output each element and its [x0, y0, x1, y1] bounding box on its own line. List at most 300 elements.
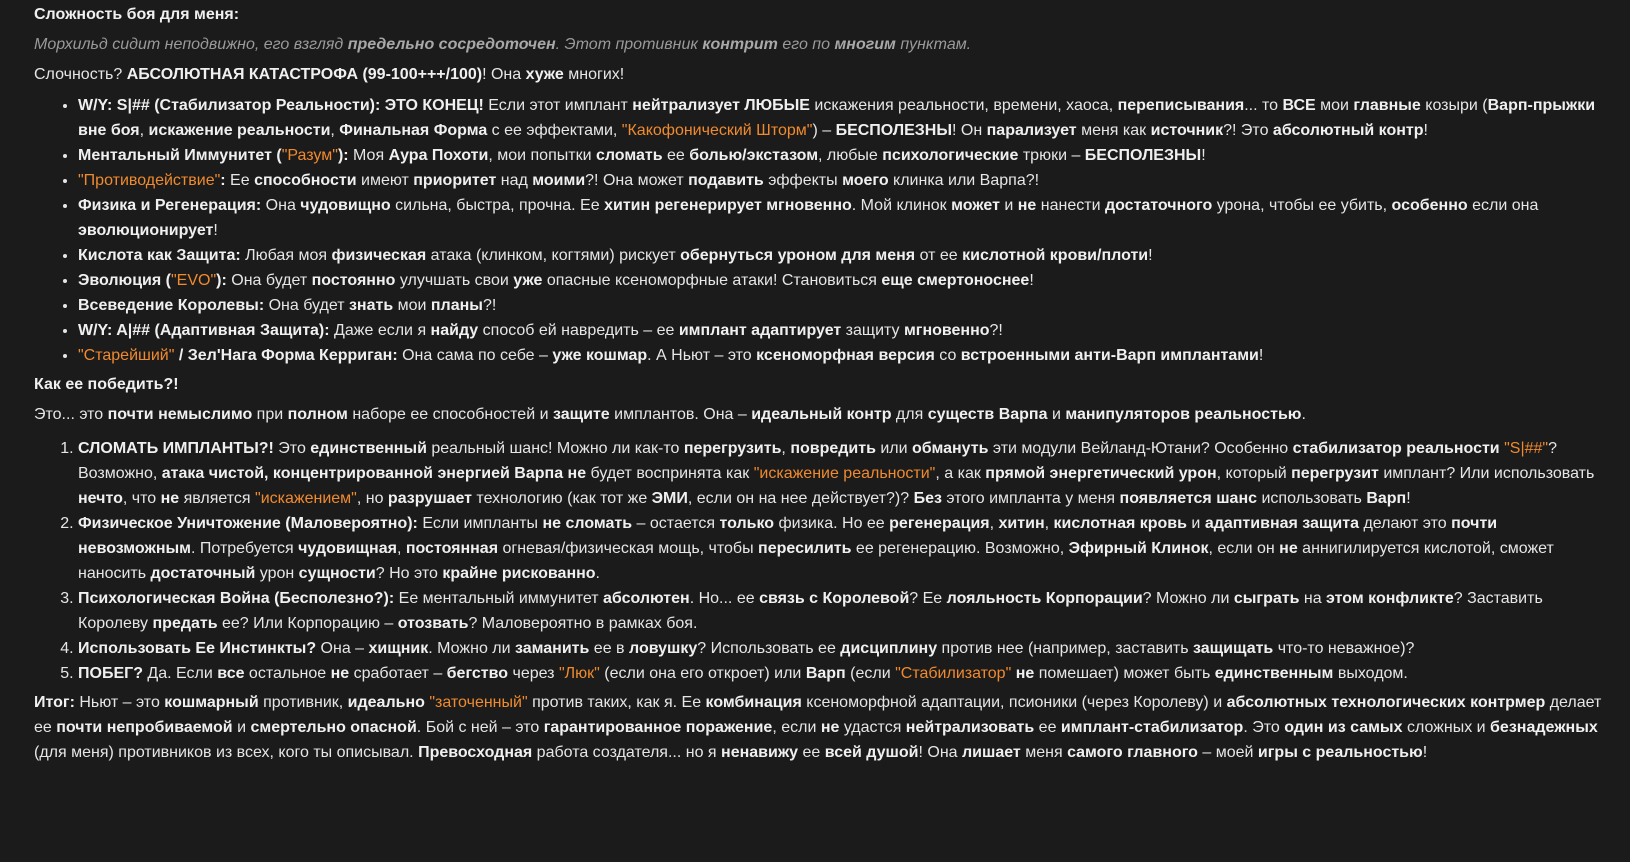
bold-text: Ментальный Иммунитет (: [78, 147, 282, 164]
bold-text: кислотной крови/плоти: [962, 247, 1149, 264]
highlight-term: "искажением": [255, 490, 357, 507]
bold-text: сыграть: [1233, 590, 1300, 607]
bold-text: Финальная Форма: [339, 122, 488, 139]
text-run: этого импланта у меня: [941, 490, 1120, 507]
narration-line: [34, 32, 1616, 57]
text-run: ... то: [1244, 97, 1283, 114]
highlight-term: "S|##": [1504, 440, 1549, 457]
text-run: – моей: [1197, 744, 1258, 761]
text-run: , любые: [818, 147, 883, 164]
bold-text: мгновенно: [903, 322, 990, 339]
threat-list-item: [78, 318, 1616, 343]
bold-text: достаточного: [1104, 197, 1213, 214]
bold-text: этом конфликте: [1326, 590, 1454, 607]
bold-text: психологические: [882, 147, 1019, 164]
text-run: . Этот противник: [555, 36, 703, 53]
text-run: мои: [1315, 97, 1354, 114]
text-run: с ее эффектами,: [487, 122, 622, 139]
text-run: ? Ее: [909, 590, 947, 607]
threat-list-item: [78, 343, 1616, 368]
text-run: ее в: [589, 640, 629, 657]
bold-text: Кислота как Защита:: [78, 247, 241, 264]
text-run: !: [1148, 247, 1153, 264]
text-run: помешает) может быть: [1034, 665, 1215, 682]
text-run: !: [1406, 490, 1411, 507]
bold-text: не: [567, 465, 587, 482]
bold-text: обернуться уроном для меня: [680, 247, 916, 264]
text-run: Она: [261, 197, 301, 214]
text-run: ?!: [482, 297, 497, 314]
text-run: ? Можно ли: [1142, 590, 1234, 607]
text-run: и: [1047, 406, 1066, 423]
bold-text: перегрузит: [1291, 465, 1379, 482]
bold-text: достаточный: [150, 565, 256, 582]
bold-text: АБСОЛЮТНАЯ КАТАСТРОФА (99-100+++/100): [126, 66, 483, 83]
bold-text: предать: [152, 615, 218, 632]
threat-list-item: [78, 168, 1616, 193]
text-run: что-то неважное)?: [1273, 640, 1415, 657]
bold-text: БЕСПОЛЕЗНЫ: [1084, 147, 1202, 164]
bold-text: нечто: [78, 490, 123, 507]
bold-text: ВСЕ: [1282, 97, 1316, 114]
text-run: Морхильд сидит неподвижно, его взгляд: [34, 36, 348, 53]
bold-text: Использовать Ее Инстинкты?: [78, 640, 317, 657]
text-run: или: [875, 440, 913, 457]
text-run: Она –: [316, 640, 369, 657]
text-run: противник,: [258, 694, 348, 711]
highlight-term: "Разум": [281, 147, 338, 164]
text-run: Это: [273, 440, 311, 457]
text-run: эти модули Вейланд-Ютани? Особенно: [988, 440, 1293, 457]
bold-text: безнадежных: [1490, 719, 1598, 736]
text-run: . Это: [1243, 719, 1285, 736]
text-run: ? Заставить Королеву: [78, 590, 1543, 632]
bold-text: кошмарный: [164, 694, 259, 711]
text-run: урон: [255, 565, 299, 582]
bold-text: планы: [430, 297, 483, 314]
text-run: ,: [989, 515, 999, 532]
text-run: Она сама по себе –: [397, 347, 553, 364]
text-run: делают это: [1359, 515, 1452, 532]
text-run: реальный шанс! Можно ли как-то: [426, 440, 684, 457]
text-run: имплант? Или использовать: [1378, 465, 1595, 482]
bold-text: СЛОМАТЬ ИМПЛАНТЫ?!: [78, 440, 274, 457]
bold-text: почти непробиваемой: [56, 719, 233, 736]
bold-text: W/Y: S|## (Стабилизатор Реальности): ЭТО КОНЕЦ!: [78, 97, 484, 114]
text-run: Если импланты: [417, 515, 543, 532]
threat-list-item: [78, 143, 1616, 168]
threat-list-item: [78, 243, 1616, 268]
bold-text: найду: [430, 322, 479, 339]
text-run: трюки –: [1018, 147, 1085, 164]
bold-text: хитин регенерирует мгновенно: [604, 197, 852, 214]
bold-text: один из самых: [1284, 719, 1403, 736]
text-run: ? Но это: [375, 565, 443, 582]
text-run: многих!: [563, 66, 625, 83]
text-run: сложных и: [1402, 719, 1491, 736]
bold-text: может: [951, 197, 1000, 214]
bold-text: все: [217, 665, 245, 682]
bold-text: подавить: [688, 172, 764, 189]
text-run: ! Она: [482, 66, 526, 83]
text-run: против таких, как я. Ее: [527, 694, 706, 711]
bold-text: перегрузить: [683, 440, 782, 457]
text-run: клинка или Варпа?!: [888, 172, 1040, 189]
bold-text: разрушает: [387, 490, 472, 507]
bold-text: переписывания: [1117, 97, 1245, 114]
text-run: Любая моя: [240, 247, 332, 264]
bold-text: лишает: [962, 744, 1021, 761]
text-run: нанести: [1036, 197, 1105, 214]
text-run: ,: [396, 540, 406, 557]
bold-text: игры с реальностью: [1257, 744, 1423, 761]
text-run: Ее ментальный иммунитет: [394, 590, 604, 607]
bold-text: постоянная: [405, 540, 499, 557]
bold-text: ):: [337, 147, 349, 164]
bold-text: абсолютен: [603, 590, 690, 607]
text-run: является: [179, 490, 256, 507]
text-run: , а как: [935, 465, 986, 482]
text-run: использовать: [1257, 490, 1367, 507]
bold-text: встроенными анти-Варп имплантами: [960, 347, 1259, 364]
bold-text: лояльность Корпорации: [946, 590, 1143, 607]
text-run: меня как: [1076, 122, 1151, 139]
bold-text: дисциплину: [840, 640, 938, 657]
text-run: наборе ее способностей и: [347, 406, 553, 423]
bold-text: регенерация: [889, 515, 990, 532]
highlight-term: "Противодействие": [78, 172, 221, 189]
bold-text: ненавижу: [721, 744, 799, 761]
text-run: сильна, быстра, прочна. Ее: [390, 197, 605, 214]
bold-text: чудовищная: [298, 540, 397, 557]
strategy-list-item: [78, 661, 1616, 686]
highlight-term: "EVO": [171, 272, 217, 289]
bold-text: Физическое Уничтожение (Маловероятно):: [78, 515, 418, 532]
bold-text: хитин: [998, 515, 1045, 532]
text-run: (для меня) противников из всех, кого ты описывал.: [34, 744, 419, 761]
text-run: !: [1029, 272, 1034, 289]
text-run: над: [496, 172, 533, 189]
bold-text: БЕСПОЛЕЗНЫ: [835, 122, 952, 139]
text-run: делает ее: [34, 694, 1602, 736]
bold-text: еще смертоноснее: [881, 272, 1030, 289]
text-run: при: [252, 406, 288, 423]
text-run: ? Маловероятно в рамках боя.: [468, 615, 698, 632]
threat-list-item: [78, 193, 1616, 243]
text-run: искажения реальности, времени, хаоса,: [809, 97, 1118, 114]
text-run: будет воспринята как: [586, 465, 754, 482]
text-run: со: [934, 347, 961, 364]
threat-list: [34, 93, 1616, 368]
bold-text: контрит: [702, 36, 778, 53]
bold-text: сущности: [298, 565, 376, 582]
text-run: (если она его откроет) или: [599, 665, 806, 682]
bold-text: почти невозможным: [78, 515, 1498, 557]
bold-text: стабилизатор реальности: [1292, 440, 1500, 457]
text-run: улучшать свои: [395, 272, 514, 289]
text-run: ,: [139, 122, 149, 139]
text-run: ?!: [989, 322, 1003, 339]
text-run: удастся: [839, 719, 906, 736]
bold-text: Аура Похоти: [388, 147, 489, 164]
text-run: Даже если я: [329, 322, 431, 339]
bold-text: появляется шанс: [1119, 490, 1258, 507]
text-run: мои: [393, 297, 431, 314]
win-heading: Как ее победить?!: [34, 376, 179, 393]
text-run: Да. Если: [142, 665, 218, 682]
bold-text: физическая: [331, 247, 427, 264]
text-run: сработает –: [349, 665, 447, 682]
bold-text: уже кошмар: [552, 347, 648, 364]
strategy-list-item: [78, 436, 1616, 511]
text-run: защиту: [841, 322, 904, 339]
bold-text: предельно сосредоточен: [347, 36, 556, 53]
bold-text: манипуляторов реальностью: [1065, 406, 1302, 423]
bold-text: моего: [842, 172, 889, 189]
text-run: имеют: [356, 172, 414, 189]
bold-text: единственный: [310, 440, 427, 457]
text-run: ? Использовать ее: [697, 640, 841, 657]
bold-text: искажение реальности: [148, 122, 331, 139]
text-run: технологию (как тот же: [471, 490, 652, 507]
text-run: Ее: [225, 172, 255, 189]
bold-text: ПОБЕГ?: [78, 665, 143, 682]
text-run: меня: [1020, 744, 1068, 761]
bold-text: пересилить: [758, 540, 852, 557]
summary-paragraph: [34, 690, 1616, 765]
text-run: его по: [777, 36, 835, 53]
bold-text: кислотная кровь: [1053, 515, 1187, 532]
bold-text: почти немыслимо: [107, 406, 253, 423]
bold-text: Варп-прыжки вне боя: [78, 97, 1596, 139]
text-run: огневая/физическая мощь, чтобы: [498, 540, 759, 557]
bold-text: Варп: [1366, 490, 1407, 507]
strategy-list: [34, 436, 1616, 686]
text-run: для: [891, 406, 928, 423]
bold-text: нейтрализует ЛЮБЫЕ: [632, 97, 810, 114]
bold-text: абсолютных технологических контрмер: [1226, 694, 1546, 711]
text-run: ее: [1034, 719, 1061, 736]
highlight-term: "заточенный": [429, 694, 528, 711]
text-run: опасные ксеноморфные атаки! Становиться: [542, 272, 882, 289]
bold-text: прямой энергетический урон: [985, 465, 1217, 482]
bold-text: не: [1279, 540, 1298, 557]
bold-text: Превосходная: [418, 744, 533, 761]
text-run: !: [1423, 122, 1428, 139]
text-run: Это... это: [34, 406, 108, 423]
threat-list-item: [78, 268, 1616, 293]
text-run: имплантов. Она –: [609, 406, 752, 423]
text-run: !: [213, 222, 218, 239]
bold-text: существ Варпа: [927, 406, 1048, 423]
text-run: !: [1258, 347, 1264, 364]
text-run: на: [1299, 590, 1327, 607]
bold-text: только: [719, 515, 775, 532]
highlight-term: "искажение реальности": [753, 465, 936, 482]
bold-text: способности: [254, 172, 357, 189]
bold-text: Физика и Регенерация:: [78, 197, 262, 214]
bold-text: парализует: [986, 122, 1077, 139]
text-run: аннигилируется кислотой, сможет наносить: [78, 540, 1554, 582]
bold-text: нейтрализовать: [905, 719, 1035, 736]
text-run: ее: [798, 744, 825, 761]
section-title: Сложность боя для меня:: [34, 6, 240, 23]
bold-text: ксеноморфная версия: [756, 347, 935, 364]
text-run: , который: [1216, 465, 1292, 482]
text-run: работа создателя... но я: [532, 744, 722, 761]
text-run: и: [1186, 515, 1205, 532]
highlight-term: "Стабилизатор": [895, 665, 1012, 682]
text-run: .: [595, 565, 600, 582]
bold-text: приоритет: [413, 172, 497, 189]
text-run: , если он: [1208, 540, 1280, 557]
bold-text: Без: [913, 490, 942, 507]
bold-text: обмануть: [912, 440, 989, 457]
text-run: Она будет: [226, 272, 312, 289]
bold-text: болью/экстазом: [689, 147, 819, 164]
text-run: выходом.: [1333, 665, 1408, 682]
bold-text: не: [1017, 197, 1037, 214]
text-run: ) –: [812, 122, 836, 139]
text-run: , если он на нее действует?)?: [687, 490, 914, 507]
text-run: , что: [122, 490, 161, 507]
text-run: и: [999, 197, 1018, 214]
text-run: ,: [781, 440, 791, 457]
bold-text: уже: [513, 272, 543, 289]
bold-text: комбинация: [705, 694, 802, 711]
text-run: .: [1301, 406, 1306, 423]
strategy-list-item: [78, 511, 1616, 586]
strategy-list-item: [78, 636, 1616, 661]
bold-text: имплант-стабилизатор: [1060, 719, 1244, 736]
bold-text: защите: [552, 406, 610, 423]
bold-text: Варп: [805, 665, 846, 682]
bold-text: Всеведение Королевы:: [78, 297, 265, 314]
bold-text: знать: [348, 297, 394, 314]
bold-text: абсолютный контр: [1272, 122, 1424, 139]
text-run: . Но... ее: [689, 590, 760, 607]
text-run: остальное: [244, 665, 331, 682]
text-run: Ньют – это: [74, 694, 165, 711]
text-run: ,: [330, 122, 340, 139]
bold-text: Эфирный Клинок: [1068, 540, 1209, 557]
text-run: ее: [662, 147, 690, 164]
bold-text: повредить: [790, 440, 876, 457]
bold-text: имплант адаптирует: [678, 322, 842, 339]
text-run: Если этот имплант: [483, 97, 633, 114]
bold-text: постоянно: [311, 272, 396, 289]
highlight-term: "Старейший": [78, 347, 175, 364]
bold-text: сломать: [595, 147, 663, 164]
bold-text: идеально: [347, 694, 425, 711]
text-run: через: [508, 665, 559, 682]
text-run: Моя: [348, 147, 389, 164]
text-run: и: [232, 719, 251, 736]
text-run: ,: [1044, 515, 1054, 532]
bold-text: Эволюция (: [78, 272, 171, 289]
text-run: от ее: [915, 247, 963, 264]
text-run: . А Ньют – это: [647, 347, 757, 364]
text-run: ?! Она может: [585, 172, 689, 189]
bold-text: смертельно опасной: [250, 719, 417, 736]
text-run: ксеноморфной адаптации, псионики (через Королеву) и: [801, 694, 1227, 711]
text-run: , мои попытки: [488, 147, 596, 164]
bold-text: не: [160, 490, 180, 507]
text-run: ?! Это: [1223, 122, 1273, 139]
text-run: урона, чтобы ее убить,: [1212, 197, 1392, 214]
text-run: ? Возможно,: [78, 440, 1557, 482]
bold-text: не: [1015, 665, 1035, 682]
bold-text: хуже: [525, 66, 564, 83]
bold-text: атака чистой, концентрированной энергией Варпа: [161, 465, 564, 482]
text-run: (если: [845, 665, 896, 682]
text-run: !: [1422, 744, 1428, 761]
highlight-term: "Какофонический Шторм": [621, 122, 813, 139]
text-run: если она: [1467, 197, 1539, 214]
text-run: ее? Или Корпорацию –: [217, 615, 398, 632]
bold-text: :: [220, 172, 226, 189]
bold-text: полном: [287, 406, 348, 423]
text-run: против нее (например, заставить: [937, 640, 1194, 657]
text-run: . Мой клинок: [851, 197, 952, 214]
bold-text: хищник: [368, 640, 429, 657]
text-run: атака (клинком, когтями) рискует: [426, 247, 681, 264]
text-run: эффекты: [763, 172, 843, 189]
bold-text: W/Y: A|## (Адаптивная Защита):: [78, 322, 330, 339]
text-run: . Можно ли: [428, 640, 515, 657]
bold-text: Итог:: [34, 694, 75, 711]
text-run: ! Она: [918, 744, 962, 761]
text-run: физика. Но ее: [774, 515, 890, 532]
text-run: , если: [772, 719, 821, 736]
bold-text: гарантированное поражение: [543, 719, 773, 736]
text-run: Она будет: [264, 297, 349, 314]
text-run: козыри (: [1420, 97, 1488, 114]
text-run: пунктам.: [895, 36, 972, 53]
bold-text: эволюционирует: [78, 222, 214, 239]
bold-text: моими: [532, 172, 586, 189]
bold-text: крайне рискованно: [442, 565, 596, 582]
bold-text: не: [820, 719, 840, 736]
bold-text: не: [330, 665, 350, 682]
bold-text: не сломать: [542, 515, 633, 532]
text-run: !: [1201, 147, 1206, 164]
bold-text: ловушку: [628, 640, 698, 657]
text-run: ! Он: [952, 122, 987, 139]
text-run: , но: [356, 490, 388, 507]
complexity-line: [34, 62, 1616, 87]
bold-text: многим: [834, 36, 896, 53]
win-intro: [34, 402, 1616, 427]
text-run: Слочность?: [34, 66, 127, 83]
bold-text: заманить: [515, 640, 590, 657]
text-run: способ ей навредить – ее: [478, 322, 679, 339]
bold-text: адаптивная защита: [1204, 515, 1359, 532]
threat-list-item: [78, 293, 1616, 318]
bold-text: бегство: [446, 665, 509, 682]
strategy-list-item: [78, 586, 1616, 636]
bold-text: главные: [1353, 97, 1421, 114]
text-run: ее регенерацию. Возможно,: [851, 540, 1069, 557]
bold-text: связь с Королевой: [759, 590, 910, 607]
bold-text: ЭМИ: [651, 490, 688, 507]
bold-text: источник: [1150, 122, 1224, 139]
bold-text: Психологическая Война (Бесполезно?):: [78, 590, 395, 607]
bold-text: защищать: [1193, 640, 1274, 657]
bold-text: ):: [216, 272, 227, 289]
threat-list-item: [78, 93, 1616, 143]
bold-text: особенно: [1391, 197, 1468, 214]
